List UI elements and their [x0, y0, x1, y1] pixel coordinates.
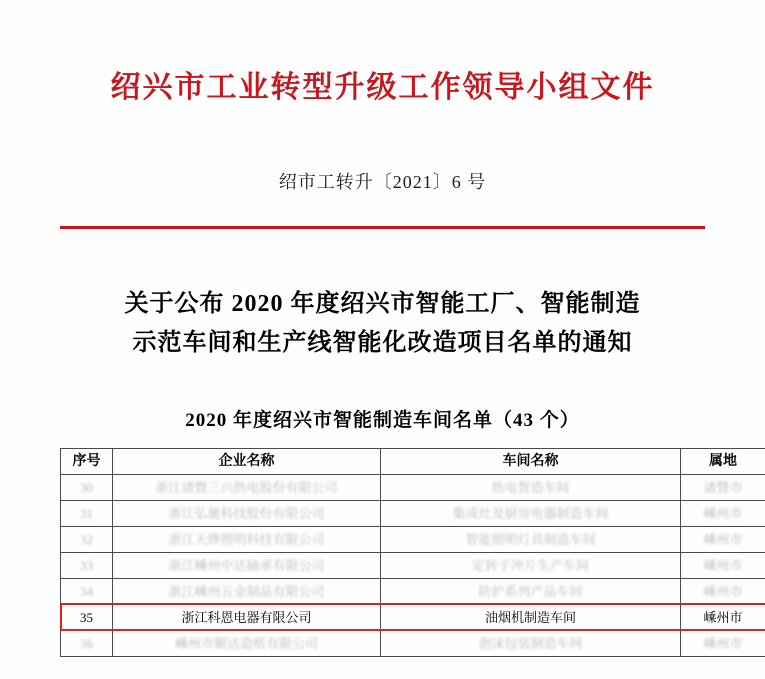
table-row: [61, 552, 765, 578]
table-row-highlighted: [61, 604, 765, 630]
cell-company: 浙江科恩电器有限公司: [113, 604, 381, 630]
cell-workshop: 油烟机制造车间: [381, 604, 681, 630]
cell-company: 浙江诸暨三兴热电股份有限公司: [113, 474, 381, 500]
table-row: [61, 500, 765, 526]
cell-region: 嵊州市: [681, 604, 765, 630]
cell-no: 33: [61, 552, 113, 578]
cell-workshop: 集成灶及厨房电器制造车间: [381, 500, 681, 526]
list-caption: 2020 年度绍兴市智能制造车间名单（43 个）: [185, 409, 580, 431]
cell-company: 嵊州市顺达造纸有限公司: [113, 630, 381, 656]
red-divider: [60, 226, 705, 229]
cell-company: 浙江天烨照明科技有限公司: [113, 526, 381, 552]
document-number: 绍市工转升〔2021〕6 号: [278, 172, 487, 192]
cell-no: 35: [61, 604, 113, 630]
cell-company: 浙江嵊州五金制品有限公司: [113, 578, 381, 604]
header-workshop: 车间名称: [381, 448, 681, 474]
cell-workshop: 泡沫包装制造车间: [381, 630, 681, 656]
cell-company: 浙江嵊州中达轴承有限公司: [113, 552, 381, 578]
table-row: [61, 578, 765, 604]
table-row: [61, 526, 765, 552]
cell-workshop: 定转子冲片生产车间: [381, 552, 681, 578]
cell-region: 嵊州市: [681, 526, 765, 552]
header-region: 属地: [681, 448, 765, 474]
cell-region: 嵊州市: [681, 500, 765, 526]
cell-no: 34: [61, 578, 113, 604]
subject-line-1: 关于公布 2020 年度绍兴市智能工厂、智能制造: [124, 291, 641, 317]
table-body: [61, 474, 765, 656]
header-no: 序号: [61, 448, 113, 474]
cell-region: 嵊州市: [681, 578, 765, 604]
table-row: [61, 474, 765, 500]
table-row: [61, 630, 765, 656]
subject-line-2: 示范车间和生产线智能化改造项目名单的通知: [132, 329, 633, 356]
cell-no: 31: [61, 500, 113, 526]
cell-workshop: 智能照明灯具制造车间: [381, 526, 681, 552]
enterprise-table: [60, 448, 765, 657]
cell-workshop: 热电智造车间: [381, 474, 681, 500]
document-title: 绍兴市工业转型升级工作领导小组文件: [110, 71, 655, 104]
cell-region: 嵊州市: [681, 552, 765, 578]
cell-region: 诸暨市: [681, 474, 765, 500]
cell-company: 浙江弘驰科技股份有限公司: [113, 500, 381, 526]
cell-workshop: 防护系列产品车间: [381, 578, 681, 604]
cell-no: 30: [61, 474, 113, 500]
cell-no: 36: [61, 630, 113, 656]
table-header-row: [61, 448, 765, 474]
document-subject: [60, 285, 705, 363]
header-company: 企业名称: [113, 448, 381, 474]
cell-region: 嵊州市: [681, 630, 765, 656]
cell-no: 32: [61, 526, 113, 552]
